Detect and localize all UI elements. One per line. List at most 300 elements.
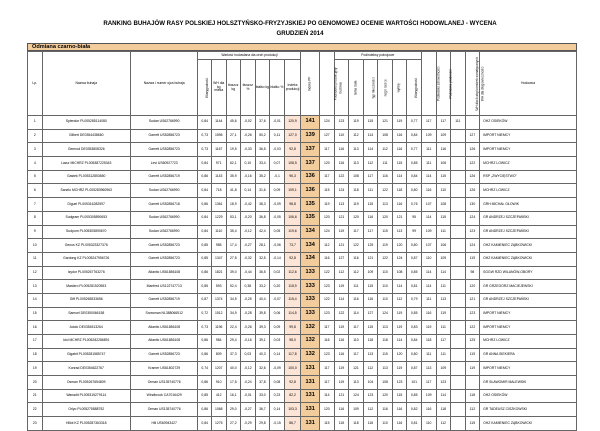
cell-udder: 119 [392, 307, 407, 321]
cell-build: 119 [334, 376, 349, 390]
cell-breeder: MCHRZ LOWICZ [480, 184, 577, 198]
cell-scc [451, 225, 466, 239]
cell-lp: 13 [28, 280, 43, 294]
cell-breeder: IMPORT NIEMCY [480, 321, 577, 335]
cell-feet-legs: 121 [378, 116, 393, 130]
cell-frame: 111 [349, 280, 364, 294]
cell-longevity: 130 [465, 198, 480, 212]
cell-feet-legs: 113 [378, 362, 393, 376]
cell-reliability: 0,84 [198, 211, 212, 225]
cell-fertility: 111 [436, 348, 451, 362]
cell-protein-pct: -0,14 [270, 252, 285, 266]
cell-dairy-type: 117 [363, 225, 378, 239]
cell-milk-kg: 1207 [211, 362, 226, 376]
cell-udder: 124 [392, 252, 407, 266]
cell-frame: 118 [349, 417, 364, 431]
col-budowa: budowa [334, 60, 349, 116]
cell-reliability-2: 0,85 [407, 266, 422, 280]
cell-udder: 115 [392, 389, 407, 403]
cell-protein-pct: 0,14 [270, 348, 285, 362]
cell-health: 114 [421, 170, 436, 184]
cell-production-subindex: 122 [320, 293, 335, 307]
cell-protein-pct: -0,07 [270, 293, 285, 307]
cell-feet-legs: 110 [378, 266, 393, 280]
cell-production-subindex: 116 [320, 335, 335, 349]
cell-lp: 1 [28, 116, 43, 130]
cell-sire: Garrett US52856723 [130, 129, 198, 143]
cell-protein-pct: -0,05 [270, 211, 285, 225]
cell-frame: 116 [349, 252, 364, 266]
cell-health: 116 [421, 184, 436, 198]
cell-protein-pct: 0,08 [270, 376, 285, 390]
cell-dairy-type: 111 [363, 184, 378, 198]
cell-scc [451, 280, 466, 294]
cell-scc [451, 252, 466, 266]
section-header: Odmiana czarno-biała [27, 43, 577, 51]
cell-production-subindex: 123 [320, 280, 335, 294]
cell-protein-pct: 0,09 [270, 321, 285, 335]
cell-production-index: 127,0 [284, 129, 301, 143]
cell-frame: 113 [349, 143, 364, 157]
cell-fat-kg: 39,0 [226, 266, 241, 280]
cell-production-subindex: 115 [320, 417, 335, 431]
cell-scc [451, 143, 466, 157]
cell-pf-index: 133 [301, 307, 320, 321]
cell-breeder: GR ANDRZEJ SZCZEPAŃSKI [480, 293, 577, 307]
cell-health: 113 [421, 362, 436, 376]
cell-fat-kg: 17,5 [226, 376, 241, 390]
cell-pf-index: 139 [301, 129, 320, 143]
cell-pf-index: 134 [301, 252, 320, 266]
cell-reliability: 0,86 [198, 403, 212, 417]
cell-frame: 114 [349, 307, 364, 321]
cell-reliability: 0,85 [198, 280, 212, 294]
cell-milk-kg: 1347 [211, 252, 226, 266]
cell-protein-kg: 37,8 [255, 376, 270, 390]
table-row [28, 293, 577, 307]
cell-production-index: 73,7 [284, 239, 301, 253]
cell-protein-pct: -0,15 [270, 417, 285, 431]
cell-build: 116 [334, 157, 349, 171]
cell-health: 107 [421, 239, 436, 253]
cell-lp: 18 [28, 348, 43, 362]
cell-fat-kg: 19,5 [226, 143, 241, 157]
cell-health: 116 [421, 307, 436, 321]
cell-dairy-type: 116 [363, 211, 378, 225]
cell-lp: 11 [28, 252, 43, 266]
cell-production-index: 92,8 [284, 376, 301, 390]
table-row [28, 116, 577, 130]
cell-production-subindex: 122 [320, 266, 335, 280]
cell-frame: 116 [349, 293, 364, 307]
cell-protein-kg: 36,5 [255, 143, 270, 157]
cell-bull-name: Idol MCHRZ PL005282286891 [42, 335, 130, 349]
cell-reliability: 0,84 [198, 417, 212, 431]
cell-protein-kg: 35,2 [255, 170, 270, 184]
cell-bull-name: Gilbert DE0354438660 [42, 129, 130, 143]
cell-fat-pct: -0,27 [241, 239, 256, 253]
cell-health: 110 [421, 252, 436, 266]
cell-health: 111 [421, 143, 436, 157]
cell-longevity: 126 [465, 184, 480, 198]
cell-fat-kg: 16,1 [226, 389, 241, 403]
table-row [28, 417, 577, 431]
cell-build: 112 [334, 266, 349, 280]
cell-bull-name: Giff PL005265533656 [42, 293, 130, 307]
cell-bull-name: Orlyo PL005275888752 [42, 403, 130, 417]
cell-fat-kg: 29,0 [226, 403, 241, 417]
table-row [28, 376, 577, 390]
cell-fertility: 109 [436, 362, 451, 376]
cell-fat-kg: 34,5 [226, 293, 241, 307]
cell-udder: 116 [392, 129, 407, 143]
cell-pf-index: 134 [301, 225, 320, 239]
cell-fat-kg: 27,5 [226, 252, 241, 266]
cell-milk-kg: 1143 [211, 170, 226, 184]
cell-dairy-type: 113 [363, 348, 378, 362]
cell-build: 115 [334, 417, 349, 431]
cell-frame: 117 [349, 225, 364, 239]
cell-fat-pct: -0,27 [241, 403, 256, 417]
cell-milk-kg: 1512 [211, 307, 226, 321]
cell-scc [451, 362, 466, 376]
cell-pf-index: 133 [301, 266, 320, 280]
col-ojciec: Nazwa i numer ojca buhaja [130, 52, 198, 116]
cell-reliability: 0,86 [198, 376, 212, 390]
cell-reliability-2: 0,85 [407, 307, 422, 321]
cell-sire: Levi US60927723 [130, 157, 198, 171]
cell-pf-index: 137 [301, 157, 320, 171]
cell-build: 121 [334, 389, 349, 403]
cell-build: 116 [334, 403, 349, 417]
cell-production-subindex: 120 [320, 403, 335, 417]
cell-milk-kg: 985 [211, 239, 226, 253]
cell-reliability: 0,86 [198, 348, 212, 362]
cell-lp: 8 [28, 211, 43, 225]
cell-lp: 23 [28, 417, 43, 431]
cell-protein-kg: 36,7 [255, 403, 270, 417]
cell-fertility: 112 [436, 417, 451, 431]
cell-pf-index: 132 [301, 335, 320, 349]
cell-fertility: 106 [436, 239, 451, 253]
cell-feet-legs: 108 [378, 376, 393, 390]
cell-health: 117 [421, 376, 436, 390]
cell-fat-pct: -0,16 [241, 170, 256, 184]
cell-milk-kg: 593 [211, 280, 226, 294]
cell-sire: Atlantic US61886108 [130, 266, 198, 280]
cell-health: 109 [421, 389, 436, 403]
cell-health: 110 [421, 417, 436, 431]
cell-milk-kg: 1229 [211, 211, 226, 225]
cell-pf-index: 131 [301, 376, 320, 390]
cell-frame: 124 [349, 389, 364, 403]
cell-sire: Snowman NL388066512 [130, 307, 198, 321]
cell-milk-kg: 1821 [211, 266, 226, 280]
cell-fat-pct: 0,10 [241, 157, 256, 171]
cell-reliability: 0,84 [198, 116, 212, 130]
cell-production-index: 109,1 [284, 184, 301, 198]
col-lk: WH dla liczby komórek somatycznych [451, 52, 466, 116]
cell-dairy-type: 118 [363, 335, 378, 349]
cell-health: 111 [421, 348, 436, 362]
cell-milk-kg: 1275 [211, 417, 226, 431]
cell-frame: 108 [349, 170, 364, 184]
cell-frame: 119 [349, 116, 364, 130]
cell-scc [451, 198, 466, 212]
cell-fat-kg: 27,2 [226, 417, 241, 431]
cell-bull-name: Sanelo MCHRZ PL005283960963 [42, 184, 130, 198]
cell-bull-name: Adolo DE0354513264 [42, 321, 130, 335]
cell-protein-pct: 0,07 [270, 157, 285, 171]
cell-longevity [465, 376, 480, 390]
col-lp: Lp. [28, 52, 43, 116]
cell-reliability: 0,86 [198, 170, 212, 184]
cell-protein-kg: 39,3 [255, 321, 270, 335]
cell-protein-pct: 0,14 [270, 403, 285, 417]
cell-fat-pct: -0,20 [241, 211, 256, 225]
cell-production-subindex: 127 [320, 129, 335, 143]
cell-fertility: 109 [436, 129, 451, 143]
cell-udder: 119 [392, 362, 407, 376]
cell-feet-legs: 122 [378, 184, 393, 198]
col-dlugowiecznosc: WH dla długowieczności [465, 52, 480, 116]
cell-frame: 120 [349, 211, 364, 225]
cell-feet-legs: 115 [378, 348, 393, 362]
cell-protein-kg: 36,8 [255, 211, 270, 225]
cell-longevity: 125 [465, 335, 480, 349]
col-mleko: WH dla kg mleka [211, 60, 226, 116]
cell-reliability: 0,85 [198, 239, 212, 253]
cell-feet-legs: 110 [378, 293, 393, 307]
cell-feet-legs: 120 [378, 389, 393, 403]
cell-reliability: 0,73 [198, 129, 212, 143]
cell-sire: Garrett US52856723 [130, 348, 198, 362]
cell-fat-pct: -0,26 [241, 321, 256, 335]
cell-protein-kg: 28,1 [255, 239, 270, 253]
cell-breeder: OHZ KAMIENIEC ZĄBKOWICKI [480, 252, 577, 266]
cell-bull-name: Diguel PL005316282597 [42, 198, 130, 212]
cell-protein-kg: 40,4 [255, 293, 270, 307]
cell-health: 119 [421, 321, 436, 335]
cell-frame: 119 [349, 198, 364, 212]
cell-udder: 116 [392, 403, 407, 417]
cell-dairy-type: 114 [363, 129, 378, 143]
col-nogi: nogi i racice [378, 60, 393, 116]
cell-reliability-2: 0,81 [407, 417, 422, 431]
cell-fat-pct: -0,28 [241, 307, 256, 321]
cell-protein-kg: 38,3 [255, 198, 270, 212]
cell-lp: 22 [28, 403, 43, 417]
cell-feet-legs: 108 [378, 129, 393, 143]
cell-dairy-type: 104 [363, 376, 378, 390]
cell-bull-name: Sudpom PL005305890670 [42, 225, 130, 239]
col-wiarygodnosc: Wiarygodność [198, 60, 212, 116]
cell-fat-kg: 27,1 [226, 129, 241, 143]
cell-breeder: IMPORT NIEMCY [480, 362, 577, 376]
cell-reliability-2: 0,85 [407, 389, 422, 403]
cell-udder: 113 [392, 225, 407, 239]
cell-health: 114 [421, 211, 436, 225]
cell-build: 122 [334, 170, 349, 184]
cell-milk-kg: 910 [211, 376, 226, 390]
cell-longevity [465, 116, 480, 130]
col-rama: rama ciała [349, 60, 364, 116]
cell-bull-name: Konrad DE0354622767 [42, 362, 130, 376]
cell-production-index: 108,5 [284, 157, 301, 171]
cell-bull-name: Wanadit PL005315279114 [42, 389, 130, 403]
cell-fat-pct: -0,25 [241, 293, 256, 307]
cell-fat-pct: -0,02 [241, 116, 256, 130]
cell-reliability-2: 0,76 [407, 198, 422, 212]
cell-bull-name: Osman PL005267654809 [42, 376, 130, 390]
cell-production-index: 112,6 [284, 266, 301, 280]
cell-reliability-2: 0,84 [407, 335, 422, 349]
cell-breeder: OHZ KAMIENIEC ZĄBKOWICKI [480, 239, 577, 253]
col-pct-bi: białko % [270, 60, 285, 116]
cell-longevity: 119 [465, 348, 480, 362]
table-row [28, 225, 577, 239]
cell-build: 113 [334, 198, 349, 212]
cell-reliability-2: 0,81 [407, 280, 422, 294]
cell-lp: 20 [28, 376, 43, 390]
cell-reliability-2: 101 [407, 376, 422, 390]
cell-build: 123 [334, 116, 349, 130]
cell-fat-kg: 37,3 [226, 348, 241, 362]
cell-fat-pct: -0,29 [241, 417, 256, 431]
cell-reliability-2: 0,87 [407, 252, 422, 266]
cell-udder: 120 [392, 348, 407, 362]
cell-health: 114 [421, 266, 436, 280]
cell-longevity: 119 [465, 252, 480, 266]
cell-lp: 3 [28, 143, 43, 157]
cell-fat-kg: 52,4 [226, 280, 241, 294]
table-row [28, 198, 577, 212]
cell-breeder: GR ANNA SIEKIERA [480, 348, 577, 362]
cell-health: 111 [421, 293, 436, 307]
cell-fat-kg: 41,8 [226, 184, 241, 198]
cell-milk-kg: 1361 [211, 198, 226, 212]
cell-lp: 16 [28, 321, 43, 335]
cell-production-subindex: 117 [320, 362, 335, 376]
cell-pf-index: 133 [301, 293, 320, 307]
cell-production-subindex: 120 [320, 157, 335, 171]
cell-health: 109 [421, 225, 436, 239]
cell-scc [451, 348, 466, 362]
cell-sire: Sudan US62766990 [130, 211, 198, 225]
col-pf: Indeks PF [301, 52, 320, 116]
col-wymie: wymię [392, 60, 407, 116]
cell-fertility: 106 [436, 157, 451, 171]
cell-fat-kg: 22,4 [226, 321, 241, 335]
cell-sire: Sudan US62766990 [130, 116, 198, 130]
cell-dairy-type: 115 [363, 116, 378, 130]
cell-feet-legs: 113 [378, 198, 393, 212]
cell-fertility: 109 [436, 252, 451, 266]
cell-fertility: 116 [436, 143, 451, 157]
cell-fat-pct: -0,32 [241, 252, 256, 266]
cell-scc [451, 266, 466, 280]
cell-build: 119 [334, 321, 349, 335]
cell-fat-pct: -0,16 [241, 335, 256, 349]
cell-frame: 117 [349, 321, 364, 335]
cell-longevity: 118 [465, 389, 480, 403]
cell-fat-pct: -0,26 [241, 129, 256, 143]
cell-protein-kg: 36,5 [255, 266, 270, 280]
cell-pf-index: 131 [301, 417, 320, 431]
cell-protein-kg: 50,2 [255, 129, 270, 143]
cell-breeder: GR ANDRZEJ SZCZEPAŃSKI [480, 211, 577, 225]
report-title [20, 19, 580, 38]
cell-production-index: 86,7 [284, 417, 301, 431]
cell-milk-kg: 1110 [211, 225, 226, 239]
cell-fat-kg: 35,9 [226, 170, 241, 184]
cell-fertility: 113 [436, 293, 451, 307]
cell-health: 114 [421, 280, 436, 294]
cell-reliability-2: 0,77 [407, 143, 422, 157]
cell-breeder: OHZ KAMIENIEC ZĄBKOWICKI [480, 417, 577, 431]
cell-scc [451, 321, 466, 335]
cell-production-index: 114,5 [284, 307, 301, 321]
cell-protein-kg: 29,8 [255, 417, 270, 431]
cell-bull-name: Gardong KZ PL005247956726 [42, 252, 130, 266]
cell-udder: 119 [392, 116, 407, 130]
cell-scc [451, 389, 466, 403]
cell-dairy-type: 121 [363, 252, 378, 266]
cell-milk-kg: 1144 [211, 116, 226, 130]
cell-frame: 112 [349, 266, 364, 280]
cell-health: 116 [421, 403, 436, 417]
group-conformation: Podindeksy pokrojowe [334, 52, 421, 60]
cell-reliability: 0,73 [198, 321, 212, 335]
cell-frame: 112 [349, 129, 364, 143]
cell-breeder: SGGW RZD WILANÓW-OBORY [480, 266, 577, 280]
cell-build: 121 [334, 211, 349, 225]
cell-sire: Sudan US62766990 [130, 225, 198, 239]
cell-production-index: 100,0 [284, 362, 301, 376]
cell-longevity: 98 [465, 266, 480, 280]
cell-lp: 15 [28, 307, 43, 321]
cell-breeder: IMPORT NIEMCY [480, 143, 577, 157]
cell-breeder: IMPORT NIEMCY [480, 129, 577, 143]
table-row [28, 307, 577, 321]
cell-production-index: 118,9 [284, 280, 301, 294]
cell-protein-kg: 32,6 [255, 362, 270, 376]
cell-scc [451, 376, 466, 390]
cell-pf-index: 131 [301, 403, 320, 417]
cell-feet-legs: 122 [378, 252, 393, 266]
cell-reliability: 0,86 [198, 266, 212, 280]
cell-breeder: OHZ OSIEKÓW [480, 389, 577, 403]
cell-udder: 123 [392, 376, 407, 390]
table-row [28, 211, 577, 225]
cell-sire: Hill US60943427 [130, 417, 198, 431]
cell-dairy-type: 117 [363, 170, 378, 184]
cell-dairy-type: 112 [363, 362, 378, 376]
cell-milk-kg: 1596 [211, 129, 226, 143]
cell-dairy-type: 127 [363, 307, 378, 321]
table-row [28, 362, 577, 376]
cell-bull-name: Samuel DE0350066158 [42, 307, 130, 321]
cell-breeder: MCHRZ LOWICZ [480, 157, 577, 171]
cell-scc [451, 293, 466, 307]
cell-build: 116 [334, 143, 349, 157]
cell-production-subindex: 119 [320, 198, 335, 212]
cell-feet-legs: 111 [378, 157, 393, 171]
cell-dairy-type: 116 [363, 293, 378, 307]
cell-longevity: 126 [465, 170, 480, 184]
cell-frame: 118 [349, 184, 364, 198]
cell-fertility: 114 [436, 389, 451, 403]
